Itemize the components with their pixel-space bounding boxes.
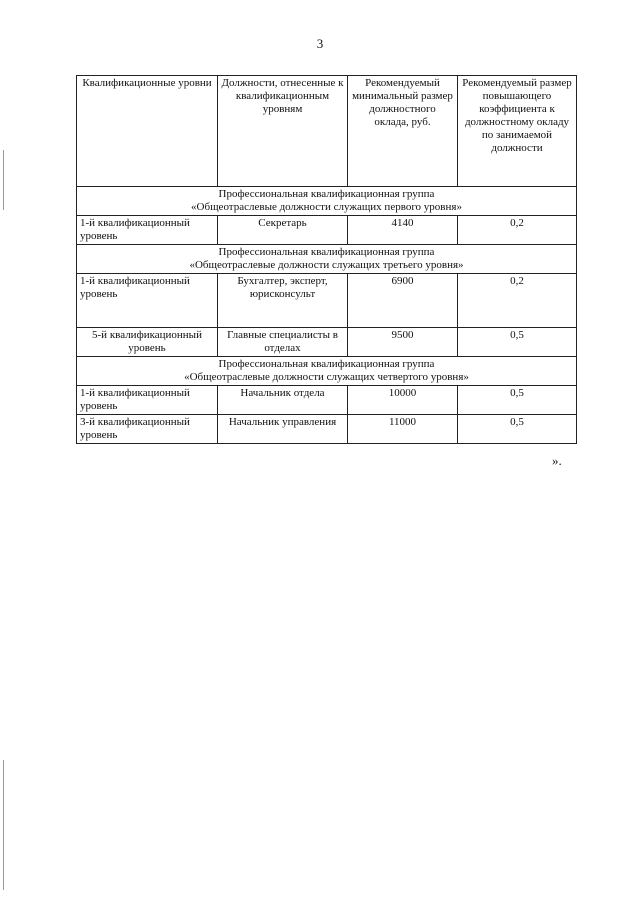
group-title: [77, 357, 577, 386]
salary-cell: 11000: [348, 415, 458, 444]
group-title-line1: Профессиональная квалификационная группа: [218, 358, 435, 370]
page-number: 3: [316, 36, 324, 51]
scan-edge-line: [3, 760, 4, 890]
qualification-table: [76, 75, 577, 444]
position-cell: Секретарь: [218, 216, 348, 245]
closing-quote-mark: ».: [552, 453, 562, 468]
position-cell: Начальник управления: [218, 415, 348, 444]
coefficient-cell: 0,5: [458, 415, 577, 444]
table-row: [77, 274, 577, 328]
salary-cell: 10000: [348, 386, 458, 415]
table-row: [77, 386, 577, 415]
group-title-line1: Профессиональная квалификационная группа: [218, 246, 435, 258]
salary-cell: 4140: [348, 216, 458, 245]
scan-edge-line: [3, 150, 4, 210]
salary-cell: 6900: [348, 274, 458, 328]
salary-cell: 9500: [348, 328, 458, 357]
table-row: [77, 415, 577, 444]
coefficient-cell: 0,5: [458, 386, 577, 415]
table-header-row: [77, 76, 577, 187]
group-header-row: [77, 187, 577, 216]
table-row: [77, 328, 577, 357]
level-cell: 1-й квалификационный уровень: [77, 274, 218, 328]
header-positions: Должности, отнесенные к квалификационным уровням: [218, 76, 348, 187]
level-cell: 5-й квалификационный уровень: [77, 328, 218, 357]
group-title-line2: «Общеотраслевые должности служащих первого уровня»: [191, 201, 462, 213]
level-cell: 3-й квалификационный уровень: [77, 415, 218, 444]
position-cell: Главные специалисты в отделах: [218, 328, 348, 357]
group-header-row: [77, 245, 577, 274]
group-title: [77, 245, 577, 274]
group-title-line2: «Общеотраслевые должности служащих третьего уровня»: [189, 259, 464, 271]
group-title: [77, 187, 577, 216]
header-salary: Рекомендуемый минимальный размер должностного оклада, руб.: [348, 76, 458, 187]
header-coefficient: Рекомендуемый размер повышающего коэффициента к должностному окладу по занимаемой должности: [458, 76, 577, 187]
level-cell: 1-й квалификационный уровень: [77, 386, 218, 415]
coefficient-cell: 0,2: [458, 216, 577, 245]
coefficient-cell: 0,2: [458, 274, 577, 328]
position-cell: Бухгалтер, эксперт, юрисконсульт: [218, 274, 348, 328]
level-cell: 1-й квалификационный уровень: [77, 216, 218, 245]
group-header-row: [77, 357, 577, 386]
group-title-line1: Профессиональная квалификационная группа: [218, 188, 435, 200]
coefficient-cell: 0,5: [458, 328, 577, 357]
table-row: [77, 216, 577, 245]
header-levels: Квалификационные уровни: [77, 76, 218, 187]
position-cell: Начальник отдела: [218, 386, 348, 415]
group-title-line2: «Общеотраслевые должности служащих четвертого уровня»: [184, 371, 469, 383]
